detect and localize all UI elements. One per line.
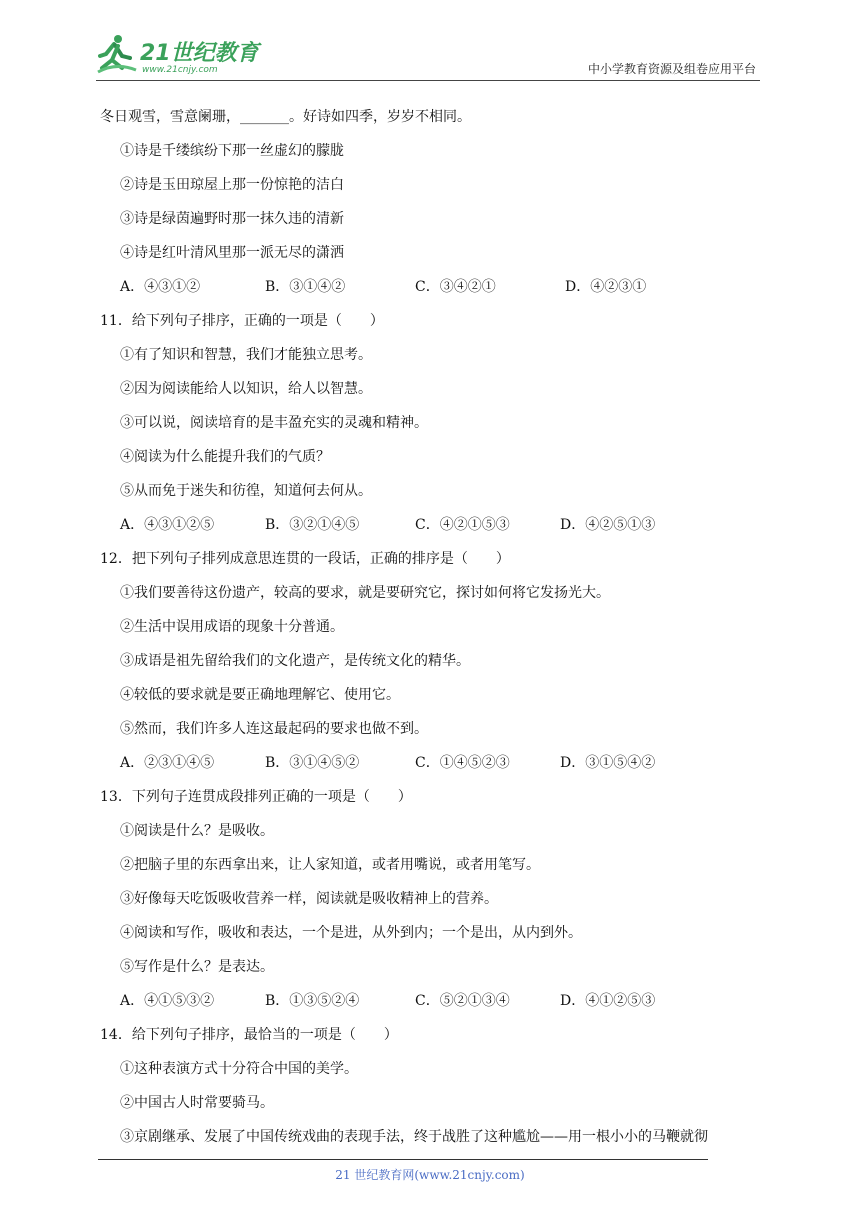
q12-options xyxy=(100,746,770,780)
q13-stem: 13．下列句子连贯成段排列正确的一项是（ ） xyxy=(100,789,412,805)
q12-stem: 12．把下列句子排列成意思连贯的一段话，正确的排序是（ ） xyxy=(100,551,510,567)
q12-item-3: ③成语是祖先留给我们的文化遗产，是传统文化的精华。 xyxy=(120,653,470,669)
intro-option-c: C．③④②① xyxy=(415,279,496,295)
q13-option-c: C．⑤②①③④ xyxy=(415,993,510,1009)
q13-item-4: ④阅读和写作，吸收和表达，一个是进，从外到内；一个是出，从内到外。 xyxy=(120,925,582,941)
document-body xyxy=(100,100,770,1154)
q14-item-2: ②中国古人时常要骑马。 xyxy=(120,1095,274,1111)
logo-icon xyxy=(96,32,266,76)
q13-item-5: ⑤写作是什么？是表达。 xyxy=(120,959,274,975)
q14-item-1: ①这种表演方式十分符合中国的美学。 xyxy=(120,1061,358,1077)
q12-item-2: ②生活中误用成语的现象十分普通。 xyxy=(120,619,344,635)
q11-option-b: B．③②①④⑤ xyxy=(265,517,360,533)
q12-item-5: ⑤然而，我们许多人连这最起码的要求也做不到。 xyxy=(120,721,428,737)
q12-item-4: ④较低的要求就是要正确地理解它、使用它。 xyxy=(120,687,400,703)
q11-item-4: ④阅读为什么能提升我们的气质？ xyxy=(120,449,330,465)
q11-item-5: ⑤从而免于迷失和彷徨，知道何去何从。 xyxy=(120,483,372,499)
q11-stem: 11．给下列句子排序，正确的一项是（ ） xyxy=(100,313,384,329)
q11-item-1: ①有了知识和智慧，我们才能独立思考。 xyxy=(120,347,372,363)
q11-option-d: D．④②⑤①③ xyxy=(560,517,656,533)
q12-option-d: D．③①⑤④② xyxy=(560,755,656,771)
intro-option-d: D．④②③① xyxy=(565,279,647,295)
q12-item-1: ①我们要善待这份遗产，较高的要求，就是要研究它，探讨如何将它发扬光大。 xyxy=(120,585,610,601)
intro-option-b: B．③①④② xyxy=(265,279,346,295)
q11-option-c: C．④②①⑤③ xyxy=(415,517,510,533)
page-footer[interactable]: 21 世纪教育网(www.21cnjy.com) xyxy=(335,1168,525,1182)
intro-line: 冬日观雪，雪意阑珊，_______。好诗如四季，岁岁不相同。 xyxy=(100,109,471,125)
platform-label: 中小学教育资源及组卷应用平台 xyxy=(587,62,756,76)
q12-option-a: A．②③①④⑤ xyxy=(120,755,215,771)
intro-item-3: ③诗是绿茵遍野时那一抹久违的清新 xyxy=(120,211,344,227)
q13-options xyxy=(100,984,770,1018)
q11-option-a: A．④③①②⑤ xyxy=(120,517,215,533)
q13-option-a: A．④①⑤③② xyxy=(120,993,215,1009)
q12-option-b: B．③①④⑤② xyxy=(265,755,360,771)
intro-item-4: ④诗是红叶清风里那一派无尽的潇洒 xyxy=(120,245,344,261)
intro-options xyxy=(100,270,770,304)
q14-stem: 14．给下列句子排序，最恰当的一项是（ ） xyxy=(100,1027,398,1043)
q13-option-b: B．①③⑤②④ xyxy=(265,993,360,1009)
q13-option-d: D．④①②⑤③ xyxy=(560,993,656,1009)
q13-item-1: ①阅读是什么？是吸收。 xyxy=(120,823,274,839)
q12-option-c: C．①④⑤②③ xyxy=(415,755,510,771)
intro-option-a: A．④③①② xyxy=(120,279,201,295)
q11-item-2: ②因为阅读能给人以知识，给人以智慧。 xyxy=(120,381,372,397)
q13-item-3: ③好像每天吃饭吸收营养一样，阅读就是吸收精神上的营养。 xyxy=(120,891,498,907)
q11-item-3: ③可以说，阅读培育的是丰盈充实的灵魂和精神。 xyxy=(120,415,428,431)
q11-options xyxy=(100,508,770,542)
logo-text: 21世纪教育 xyxy=(140,41,259,66)
intro-item-1: ①诗是千缕缤纷下那一丝虚幻的朦胧 xyxy=(120,143,344,159)
page-header xyxy=(96,30,760,81)
logo-url: www.21cnjy.com xyxy=(142,65,218,75)
intro-item-2: ②诗是玉田琼屋上那一份惊艳的洁白 xyxy=(120,177,344,193)
footer-divider xyxy=(98,1159,708,1160)
q14-item-3: ③京剧继承、发展了中国传统戏曲的表现手法，终于战胜了这种尴尬——用一根小小的马鞭就彻 xyxy=(120,1129,708,1145)
q13-item-2: ②把脑子里的东西拿出来，让人家知道，或者用嘴说，或者用笔写。 xyxy=(120,857,540,873)
